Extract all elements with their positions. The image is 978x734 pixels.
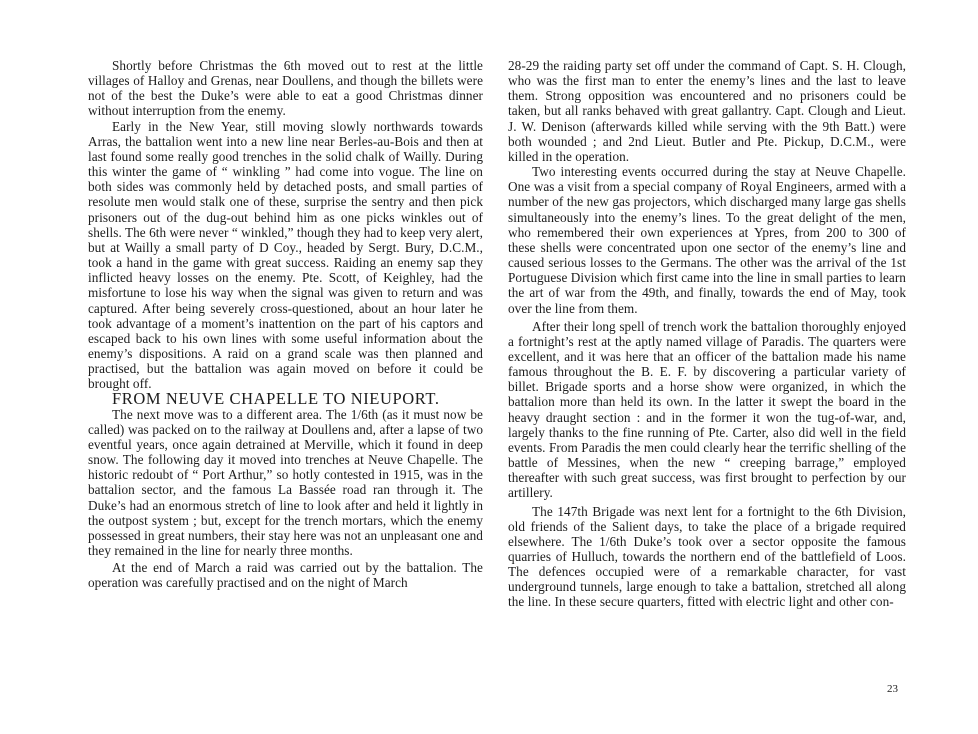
paragraph: 28-29 the raiding party set off under the command of Capt. S. H. Clough, who was the first man to enter the enemy’s lines and the last to leave them. Strong opposition was encountered and no prisoners could be taken, but all ranks behaved with great gallantry. Capt. Clough and Lieut. J. W. Denison (afterwards killed while serving with the 9th Batt.) were both wounded ; and 2nd Lieut. Butler and Pte. Pickup, D.C.M., were killed in the operation. [508, 58, 906, 164]
paragraph: After their long spell of trench work the battalion thoroughly enjoyed a fortnight’s rest at the aptly named village of Paradis. The quarters were excellent, and it was here that an officer of the battalion made his name famous throughout the B. E. F. by discovering a particular variety of billet. Brigade sports and a horse show were organized, in which the battalion more than held its own. In the latter it swept the board in the heavy draught section : and in the former it won the tug-of-war, and, largely thanks to the fine running of Pte. Carter, also did well in the field events. From Paradis the men could clearly hear the terrific shelling of the battle of Messines, when the new “ creeping barrage,” employed thereafter with such great success, was first brought to perfection by our artillery. [508, 318, 906, 501]
paragraph: The 147th Brigade was next lent for a fortnight to the 6th Division, old friends of the Salient days, to take the place of a brigade required elsewhere. The 1/6th Duke’s took over a sector opposite the famous quarries of Hulluch, towards the northern end of the battlefield of Loos. The defences occupied were of a remarkable character, for vast underground tunnels, large enough to take a battalion, stretched all along the line. In these secure quarters, fitted with electric light and other con- [508, 503, 906, 610]
page-number: 23 [887, 683, 898, 695]
paragraph: Two interesting events occurred during the stay at Neuve Chapelle. One was a visit from a special company of Royal Engineers, armed with a number of the new gas projectors, which discharged many large gas shells simultaneously into the enemy’s lines. To the great delight of the men, who remembered their own experiences at Ypres, from 200 to 300 of these shells were concentrated upon one sector of the enemy’s line and caused serious losses to the Germans. The other was the arrival of the 1st Portuguese Division which first came into the line in small parties to learn the art of war from the 49th, and finally, towards the end of May, took over the line from them. [508, 164, 906, 316]
paragraph: Early in the New Year, still moving slowly northwards towards Arras, the battalion went into a new line near Berles-au-Bois and then at last found some really good trenches in the solid chalk of Wailly. During this winter the game of “ winkling ” had come into vogue. The line on both sides was commonly held by detached posts, and small parties of resolute men would stalk one of these, surprise the sentry and then pick prisoners out of the dug-out behind him as one picks winkles out of shells. The 6th were never “ winkled,” though they had to keep very alert, but at Wailly a small party of D Coy., headed by Sergt. Bury, D.C.M., took a hand in the game with great success. Raiding an enemy sap they inflicted heavy losses on the enemy. Pte. Scott, of Keighley, had the misfortune to lose his way when the signal was given to return and was captured. After being severely cross-questioned, about an hour later he took advantage of a moment’s inattention on the part of his captors and escaped back to his own lines with some useful information about the enemy’s dispositions. A raid on a grand scale was then planned and practised, but the battalion was again moved on before it could be brought off. [88, 118, 483, 392]
section-heading: FROM NEUVE CHAPELLE TO NIEUPORT. [112, 389, 440, 409]
paragraph: The next move was to a different area. The 1/6th (as it must now be called) was packed on to the railway at Doullens and, after a lapse of two eventful years, once again detrained at Merville, which it found in deep snow. The following day it moved into trenches at Neuve Chapelle. The historic redoubt of “ Port Arthur,” so hotly contested in 1915, was in the battalion sector, and the famous La Bassée road ran through it. The Duke’s had an enormous stretch of line to look after and held it lightly in the outpost system ; but, except for the trench mortars, which the enemy possessed in great numbers, their stay here was not an unpleasant one and they remained in the line for nearly three months. [88, 406, 483, 558]
right-text-column [508, 58, 906, 610]
paragraph: Shortly before Christmas the 6th moved out to rest at the little villages of Halloy and Grenas, near Doullens, and though the billets were not of the best the Duke’s were able to eat a good Christmas dinner without interruption from the enemy. [88, 58, 483, 119]
left-text-column [88, 58, 483, 590]
paragraph: At the end of March a raid was carried out by the battalion. The operation was carefully practised and on the night of March [88, 560, 483, 591]
